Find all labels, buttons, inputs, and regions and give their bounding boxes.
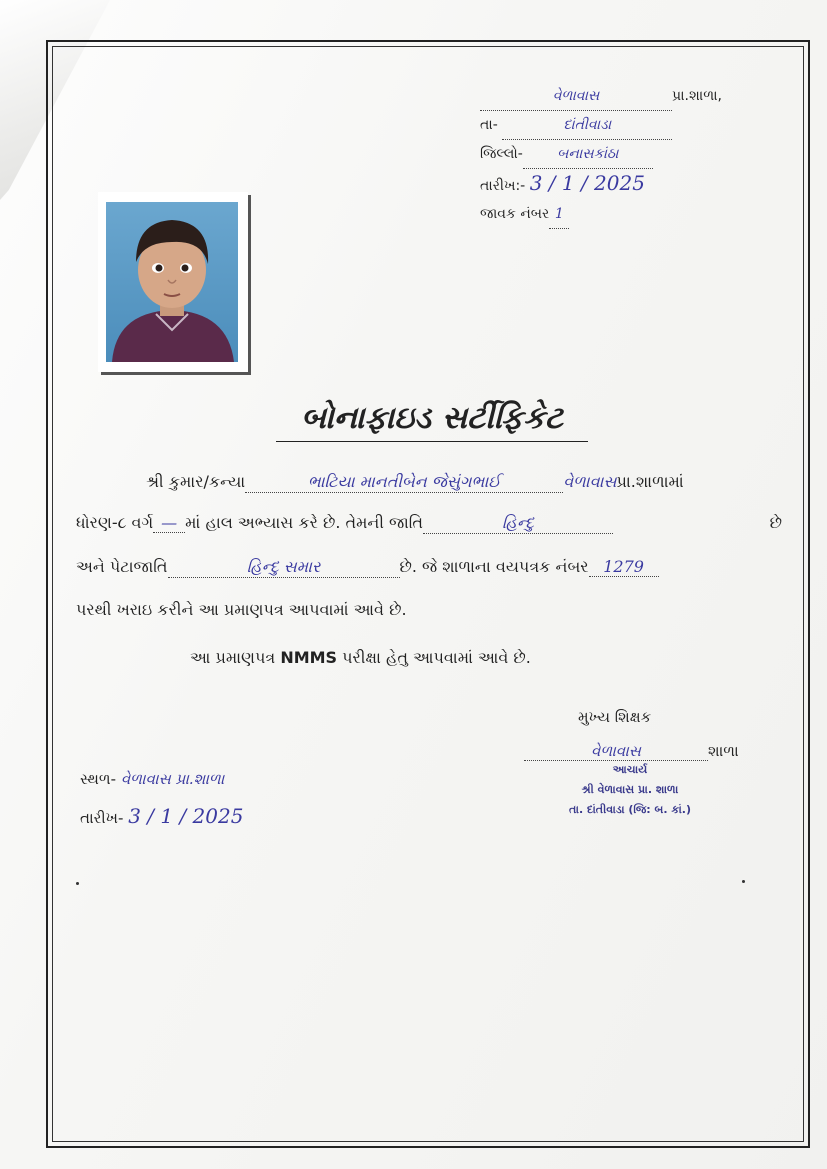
school-suffix: પ્રા.શાળા, [672,88,722,104]
school-suffix-line1: પ્રા.શાળામાં [616,472,684,491]
place-label: સ્થળ- [80,770,117,788]
nmms-label: NMMS [280,648,338,667]
body-line-2 [76,513,782,534]
signature: વેળાવાસ [591,742,641,760]
signature-line [524,742,739,761]
place-row [80,770,224,788]
head-teacher-label: મુખ્ય શિક્ષક [578,708,652,726]
footer-date-row [80,804,243,828]
class-value: — [161,513,178,532]
district-row [480,140,722,169]
student-photo [98,192,248,372]
date-value: 3 / 1 / 2025 [529,171,645,195]
stamp-line-1: આચાર્ય [612,763,648,776]
school-stamp [520,760,740,820]
nmms-prefix: આ પ્રમાણપત્ર [190,648,276,667]
student-prefix: શ્રી કુમાર/કન્યા [146,472,246,491]
signature-school-word: શાળા [708,742,739,760]
student-school: વેળાવાસ [563,472,617,491]
nmms-suffix: પરીક્ષા હેતુ આપવામાં આવે છે. [342,648,531,667]
body-line-5 [76,648,782,668]
std-prefix: ધોરણ-૮ વર્ગ [76,513,154,532]
subcaste-value: હિન્દુ સમાર [246,557,321,576]
outward-label: જાવક નંબર [480,206,550,222]
outward-row [480,200,722,229]
district-value: બનાસકાંઠા [557,146,619,162]
school-name-row [480,82,722,111]
student-name: ભાટિયા માનતીબેન જેસુંગભાઈ [307,472,501,491]
footer-date-label: તારીખ- [80,809,124,827]
taluka-label: તા- [480,117,498,133]
std-middle: માં હાલ અભ્યાસ કરે છે. તેમની જાતિ [185,513,423,532]
caste-value: હિન્દુ [502,513,534,532]
child-portrait-icon [106,202,238,362]
taluka-row [480,111,722,140]
body-line-1 [76,472,782,493]
footer-date-value: 3 / 1 / 2025 [128,804,244,828]
date-row [480,169,722,200]
date-label: તારીખ:- [480,178,526,194]
outward-value: 1 [554,206,564,222]
subcaste-prefix: અને પેટાજાતિ [76,557,168,576]
paper-speck [76,882,79,885]
photo-image [106,202,238,362]
paper-speck [742,880,745,883]
subcaste-middle: છે. જે શાળાના વયપત્રક નંબર [399,557,589,576]
caste-suffix: છે [769,513,782,532]
district-label: જિલ્લો- [480,146,523,162]
certificate-title: બોનાફાઇડ સર્ટીફિકેટ [276,400,588,442]
register-number: 1279 [603,557,644,576]
body-line-4: પરથી ખરાઇ કરીને આ પ્રમાણપત્ર આપવામાં આવે છે. [76,600,407,619]
school-address-block [480,82,722,229]
school-name-value: વેળાવાસ [552,88,600,104]
stamp-line-2: શ્રી વેળાવાસ પ્રા. શાળા [581,783,679,796]
stamp-line-3: તા. દાંતીવાડા (જિ: બ. કાં.) [568,803,692,816]
place-value: વેળાવાસ પ્રા.શાળા [120,770,225,788]
taluka-value: દાંતીવાડા [563,117,612,133]
body-line-3 [76,557,782,578]
